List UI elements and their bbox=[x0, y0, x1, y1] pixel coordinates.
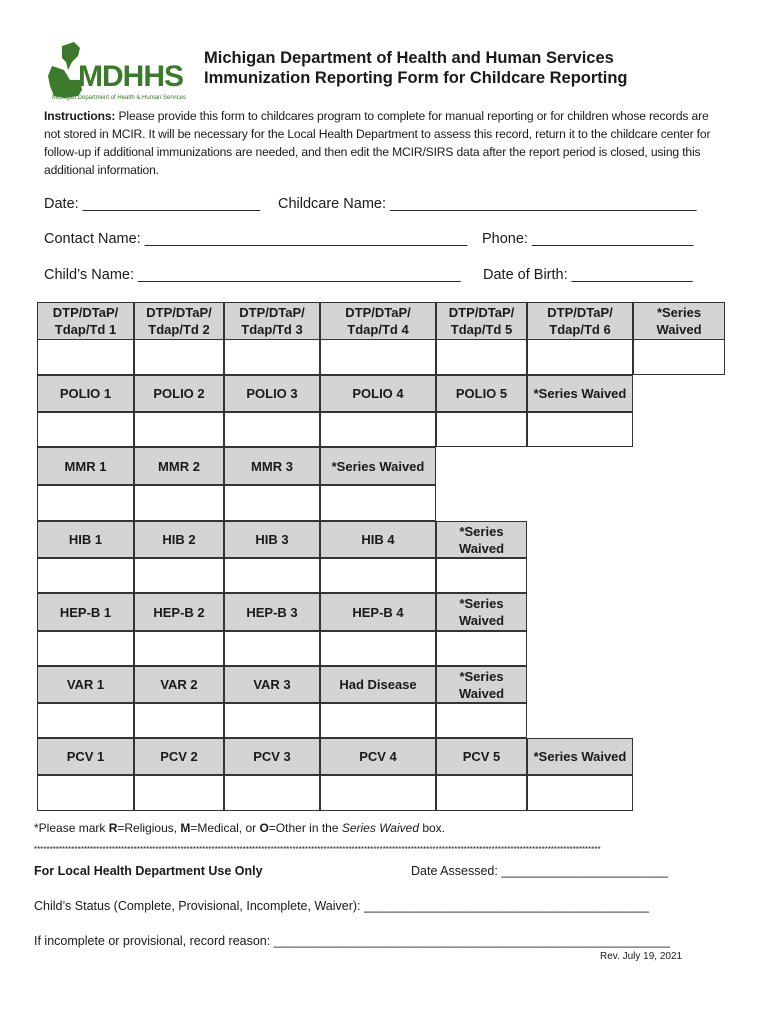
var-header-5: *Series Waived bbox=[436, 666, 527, 703]
hib-header-2: HIB 2 bbox=[134, 521, 224, 558]
pcv-header-4: PCV 4 bbox=[320, 738, 436, 775]
dtp-date-cell-7[interactable] bbox=[633, 339, 725, 375]
child-status-field[interactable]: Child’s Status (Complete, Provisional, Incomplete, Waiver): _________________________________________ bbox=[34, 899, 650, 913]
logo-subtext: Michigan Department of Health & Human Services bbox=[52, 95, 187, 101]
dtp-header-6: DTP/DTaP/ Tdap/Td 6 bbox=[527, 302, 633, 340]
polio-date-cell-6[interactable] bbox=[527, 412, 633, 447]
polio-header-1: POLIO 1 bbox=[37, 375, 134, 412]
instructions bbox=[44, 107, 716, 179]
var-date-cell-1[interactable] bbox=[37, 703, 134, 738]
dtp-date-cell-1[interactable] bbox=[37, 339, 134, 375]
pcv-header-1: PCV 1 bbox=[37, 738, 134, 775]
polio-header-2: POLIO 2 bbox=[134, 375, 224, 412]
hib-header-4: HIB 4 bbox=[320, 521, 436, 558]
hepb-header-5: *Series Waived bbox=[436, 593, 527, 631]
var-date-cell-3[interactable] bbox=[224, 703, 320, 738]
var-date-cell-5[interactable] bbox=[436, 703, 527, 738]
series-waived-note: *Please mark R=Religious, M=Medical, or O=Other in the Series Waived box. bbox=[34, 821, 446, 835]
var-header-1: VAR 1 bbox=[37, 666, 134, 703]
pcv-date-cell-4[interactable] bbox=[320, 775, 436, 811]
hepb-date-cell-2[interactable] bbox=[134, 631, 224, 666]
var-header-4: Had Disease bbox=[320, 666, 436, 703]
mmr-date-cell-3[interactable] bbox=[224, 485, 320, 521]
polio-header-6: *Series Waived bbox=[527, 375, 633, 412]
phone-field[interactable]: Phone: ____________________ bbox=[482, 231, 694, 247]
hib-header-5: *Series Waived bbox=[436, 521, 527, 558]
logo-wordmark: MDHHS bbox=[78, 60, 183, 93]
hepb-date-cell-1[interactable] bbox=[37, 631, 134, 666]
pcv-date-cell-2[interactable] bbox=[134, 775, 224, 811]
pcv-date-cell-6[interactable] bbox=[527, 775, 633, 811]
mmr-header-3: MMR 3 bbox=[224, 447, 320, 485]
var-header-2: VAR 2 bbox=[134, 666, 224, 703]
date-assessed-field[interactable]: Date Assessed: ________________________ bbox=[411, 864, 669, 878]
dtp-date-cell-3[interactable] bbox=[224, 339, 320, 375]
pcv-header-2: PCV 2 bbox=[134, 738, 224, 775]
hepb-header-3: HEP-B 3 bbox=[224, 593, 320, 631]
form-title: Immunization Reporting Form for Childcare Reporting bbox=[204, 69, 628, 87]
hepb-date-cell-3[interactable] bbox=[224, 631, 320, 666]
pcv-header-5: PCV 5 bbox=[436, 738, 527, 775]
polio-header-5: POLIO 5 bbox=[436, 375, 527, 412]
date-field[interactable]: Date: ______________________ bbox=[44, 196, 261, 212]
polio-date-cell-4[interactable] bbox=[320, 412, 436, 447]
separator-stars: ************************************************************************************************************************************************************************************** bbox=[34, 845, 601, 854]
var-header-3: VAR 3 bbox=[224, 666, 320, 703]
pcv-date-cell-3[interactable] bbox=[224, 775, 320, 811]
hib-date-cell-1[interactable] bbox=[37, 558, 134, 593]
polio-date-cell-5[interactable] bbox=[436, 412, 527, 447]
polio-header-3: POLIO 3 bbox=[224, 375, 320, 412]
pcv-header-6: *Series Waived bbox=[527, 738, 633, 775]
hib-date-cell-4[interactable] bbox=[320, 558, 436, 593]
date-of-birth-field[interactable]: Date of Birth: _______________ bbox=[483, 267, 693, 283]
hepb-date-cell-4[interactable] bbox=[320, 631, 436, 666]
hib-header-3: HIB 3 bbox=[224, 521, 320, 558]
hib-date-cell-2[interactable] bbox=[134, 558, 224, 593]
revision-date: Rev. July 19, 2021 bbox=[600, 951, 683, 962]
form-title-agency: Michigan Department of Health and Human Services bbox=[204, 49, 614, 67]
dtp-date-cell-6[interactable] bbox=[527, 339, 633, 375]
polio-header-4: POLIO 4 bbox=[320, 375, 436, 412]
instructions-label: Instructions: bbox=[44, 109, 116, 123]
polio-date-cell-2[interactable] bbox=[134, 412, 224, 447]
hepb-header-4: HEP-B 4 bbox=[320, 593, 436, 631]
dtp-date-cell-2[interactable] bbox=[134, 339, 224, 375]
contact-name-field[interactable]: Contact Name: ________________________________________ bbox=[44, 231, 468, 247]
hepb-header-2: HEP-B 2 bbox=[134, 593, 224, 631]
dtp-header-3: DTP/DTaP/ Tdap/Td 3 bbox=[224, 302, 320, 340]
pcv-header-3: PCV 3 bbox=[224, 738, 320, 775]
michigan-map-icon bbox=[48, 42, 82, 98]
mmr-date-cell-1[interactable] bbox=[37, 485, 134, 521]
var-date-cell-2[interactable] bbox=[134, 703, 224, 738]
hib-date-cell-3[interactable] bbox=[224, 558, 320, 593]
hib-header-1: HIB 1 bbox=[37, 521, 134, 558]
dtp-header-7: *Series Waived bbox=[633, 302, 725, 340]
record-reason-field[interactable]: If incomplete or provisional, record reason: _________________________________________________________ bbox=[34, 934, 670, 948]
childs-name-field[interactable]: Child’s Name: ________________________________________ bbox=[44, 267, 461, 283]
hepb-header-1: HEP-B 1 bbox=[37, 593, 134, 631]
pcv-date-cell-1[interactable] bbox=[37, 775, 134, 811]
instructions-text: Please provide this form to childcares program to complete for manual reporting or for children whose records are not stored in MCIR. It will be necessary for the Local Health Department to assess this record, return it to the childcare center for follow-up if additional immunizations are needed, and then edit the MCIR/SIRS data after the report period is closed, using this additional information. bbox=[44, 109, 711, 177]
childcare-name-field[interactable]: Childcare Name: ______________________________________ bbox=[278, 196, 697, 212]
dtp-header-1: DTP/DTaP/ Tdap/Td 1 bbox=[37, 302, 134, 340]
local-use-heading: For Local Health Department Use Only bbox=[34, 864, 263, 878]
hib-date-cell-5[interactable] bbox=[436, 558, 527, 593]
mmr-date-cell-2[interactable] bbox=[134, 485, 224, 521]
dtp-header-4: DTP/DTaP/ Tdap/Td 4 bbox=[320, 302, 436, 340]
mmr-date-cell-4[interactable] bbox=[320, 485, 436, 521]
pcv-date-cell-5[interactable] bbox=[436, 775, 527, 811]
mmr-header-4: *Series Waived bbox=[320, 447, 436, 485]
dtp-date-cell-4[interactable] bbox=[320, 339, 436, 375]
dtp-header-5: DTP/DTaP/ Tdap/Td 5 bbox=[436, 302, 527, 340]
mmr-header-1: MMR 1 bbox=[37, 447, 134, 485]
hepb-date-cell-5[interactable] bbox=[436, 631, 527, 666]
polio-date-cell-3[interactable] bbox=[224, 412, 320, 447]
var-date-cell-4[interactable] bbox=[320, 703, 436, 738]
dtp-date-cell-5[interactable] bbox=[436, 339, 527, 375]
polio-date-cell-1[interactable] bbox=[37, 412, 134, 447]
dtp-header-2: DTP/DTaP/ Tdap/Td 2 bbox=[134, 302, 224, 340]
mmr-header-2: MMR 2 bbox=[134, 447, 224, 485]
